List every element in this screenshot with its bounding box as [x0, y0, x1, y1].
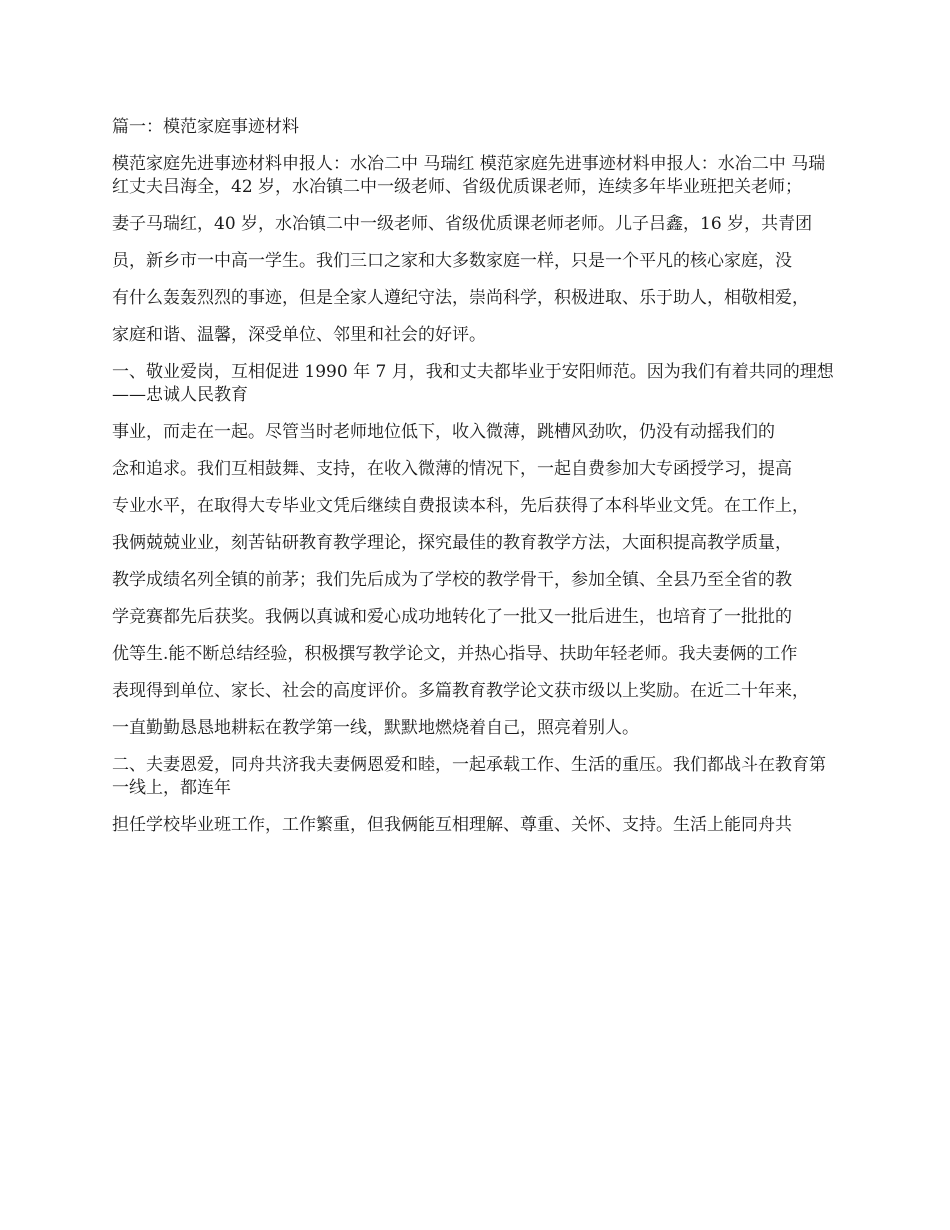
paragraph-6: 一、敬业爱岗，互相促进 1990 年 7 月，我和丈夫都毕业于安阳师范。因为我们有着共同的理想——忠诚人民教育: [112, 362, 834, 405]
paragraph-5: 家庭和谐、温馨，深受单位、邻里和社会的好评。: [112, 325, 486, 345]
paragraph-14: 表现得到单位、家长、社会的高度评价。多篇教育教学论文获市级以上奖励。在近二十年来，: [112, 681, 809, 701]
paragraph-7: 事业，而走在一起。尽管当时老师地位低下，收入微薄，跳槽风劲吹，仍没有动摇我们的: [112, 422, 775, 442]
document-page: [112, 116, 842, 851]
paragraph-4: 有什么轰轰烈烈的事迹，但是全家人遵纪守法，崇尚科学，积极进取、乐于助人，相敬相爱，: [112, 288, 809, 308]
paragraph-16: 二、夫妻恩爱，同舟共济我夫妻俩恩爱和睦，一起承载工作、生活的重压。我们都战斗在教育第一线上，都连年: [112, 755, 826, 798]
paragraph-13: 优等生.能不断总结经验，积极撰写教学论文，并热心指导、扶助年轻老师。我夫妻俩的工作: [112, 644, 798, 664]
paragraph-3: 员，新乡市一中高一学生。我们三口之家和大多数家庭一样，只是一个平凡的核心家庭，没: [112, 251, 792, 271]
paragraph-10: 我俩兢兢业业，刻苦钻研教育教学理论，探究最佳的教育教学方法，大面积提高教学质量，: [112, 533, 792, 553]
document-title: 篇一：模范家庭事迹材料: [112, 117, 299, 137]
paragraph-9: 专业水平，在取得大专毕业文凭后继续自费报读本科，先后获得了本科毕业文凭。在工作上，: [112, 496, 809, 516]
paragraph-2: 妻子马瑞红，40 岁，水冶镇二中一级老师、省级优质课老师老师。儿子吕鑫，16 岁，共青团: [112, 214, 813, 234]
paragraph-12: 学竞赛都先后获奖。我俩以真诚和爱心成功地转化了一批又一批后进生，也培育了一批批的: [112, 607, 792, 627]
paragraph-11: 教学成绩名列全镇的前茅；我们先后成为了学校的教学骨干，参加全镇、全县乃至全省的教: [112, 570, 792, 590]
paragraph-15: 一直勤勤恳恳地耕耘在教学第一线，默默地燃烧着自己，照亮着别人。: [112, 718, 639, 738]
paragraph-8: 念和追求。我们互相鼓舞、支持，在收入微薄的情况下，一起自费参加大专函授学习，提高: [112, 459, 792, 479]
paragraph-1: 模范家庭先进事迹材料申报人：水冶二中 马瑞红 模范家庭先进事迹材料申报人：水冶二中 马瑞红丈夫吕海全，42 岁，水冶镇二中一级老师、省级优质课老师，连续多年毕业班把关老师；: [112, 154, 826, 197]
paragraph-17: 担任学校毕业班工作，工作繁重，但我俩能互相理解、尊重、关怀、支持。生活上能同舟共: [112, 815, 792, 835]
